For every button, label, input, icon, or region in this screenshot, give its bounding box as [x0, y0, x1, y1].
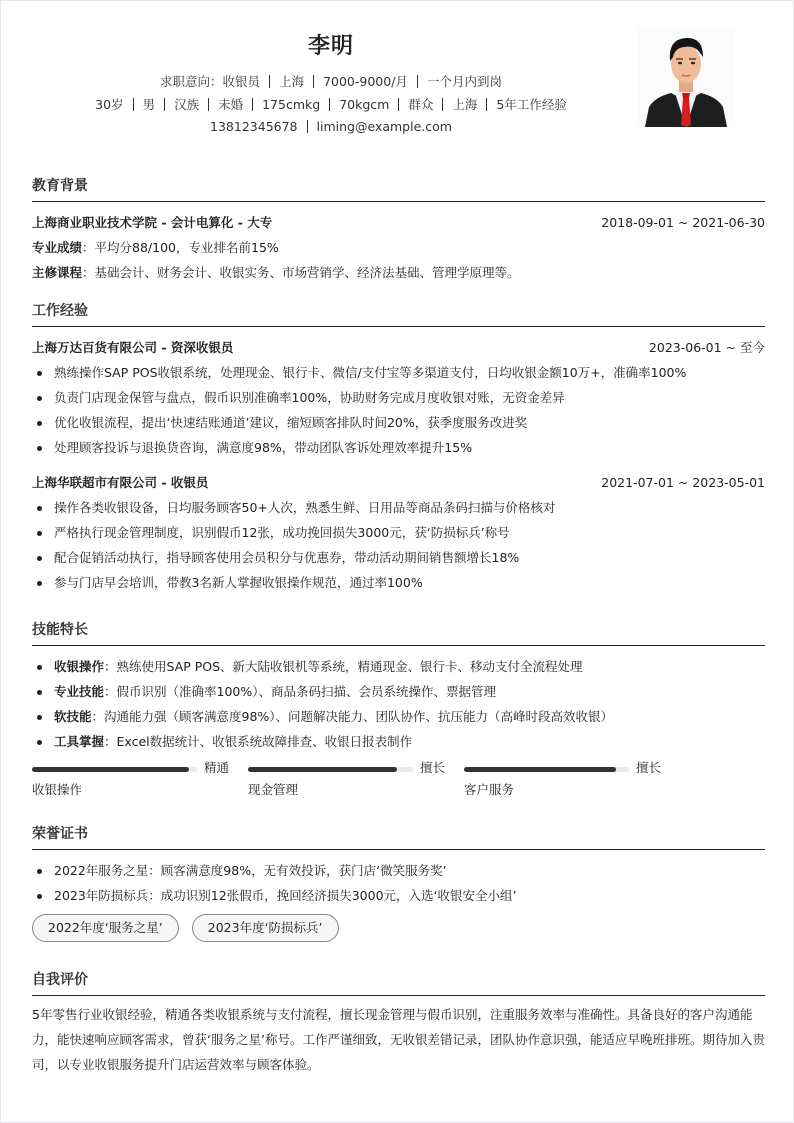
- skill-label: 专业技能: [54, 684, 105, 699]
- skill-bar-fill: [464, 767, 616, 772]
- avatar: [637, 27, 735, 127]
- honor-tag: 2022年度‘服务之星’: [32, 914, 179, 942]
- job-bullet: 操作各类收银设备，日均服务顾客50+人次，熟悉生鲜、日用品等商品条码扫描与价格核对: [32, 495, 765, 520]
- grades-label: 专业成绩: [32, 240, 83, 255]
- skill-bullet: [32, 654, 765, 679]
- skill-bullet: [32, 704, 765, 729]
- intent-city: 上海: [279, 74, 305, 89]
- honors-section: [32, 823, 765, 948]
- intent-availability: 一个月内到岗: [426, 74, 502, 89]
- job-bullet: 参与门店早会培训，带教3名新人掌握收银操作规范，通过率100%: [32, 570, 765, 595]
- section-title-education: 教育背景: [32, 178, 88, 194]
- self-evaluation-section: [32, 969, 765, 1077]
- job-dates: 2021-07-01 ~ 2023-05-01: [601, 475, 765, 490]
- job-bullet: 处理顾客投诉与退换货咨询，满意度98%，带动团队客诉处理效率提升15%: [32, 435, 765, 460]
- section-divider: [32, 849, 765, 850]
- skill-bar: [32, 758, 242, 802]
- job-bullet: 负责门店现金保管与盘点，假币识别准确率100%，协助财务完成月度收银对账，无资金差异: [32, 385, 765, 410]
- skill-bar: [464, 758, 674, 802]
- resume-header: [1, 1, 794, 151]
- phone: 13812345678: [210, 119, 298, 134]
- job-dates: 2023-06-01 ~ 至今: [648, 340, 765, 355]
- section-divider: [32, 645, 765, 646]
- skill-label: 收银操作: [54, 659, 105, 674]
- education-grades: [32, 235, 765, 260]
- email[interactable]: liming@example.com: [316, 119, 452, 134]
- info-experience: 5年工作经验: [496, 97, 567, 112]
- job-intent-line: [1, 72, 661, 90]
- courses-value: ：基础会计、财务会计、收银实务、市场营销学、经济法基础、管理学原理等。: [82, 265, 520, 280]
- honor-tag: 2023年度‘防损标兵’: [192, 914, 339, 942]
- section-divider: [32, 326, 765, 327]
- skill-level: 擅长: [420, 760, 446, 775]
- info-age: 30岁: [95, 97, 124, 112]
- skill-name: 现金管理: [248, 782, 299, 797]
- divider: [252, 98, 253, 111]
- divider: [269, 75, 270, 88]
- skill-bar-track: [464, 767, 629, 772]
- skill-level: 精通: [204, 760, 230, 775]
- skill-name: 收银操作: [32, 782, 83, 797]
- skill-bullet: [32, 679, 765, 704]
- education-dates: 2018-09-01 ~ 2021-06-30: [601, 215, 765, 230]
- info-weight: 70kgcm: [339, 97, 390, 112]
- education-section: [32, 175, 765, 285]
- intent-salary: 7000-9000/月: [323, 74, 408, 89]
- skill-bar-fill: [32, 767, 189, 772]
- section-title-honors: 荣誉证书: [32, 826, 88, 842]
- job-company-role: 上海万达百货有限公司 - 资深收银员: [32, 340, 234, 355]
- job-bullet: 优化收银流程，提出‘快速结账通道’建议，缩短顾客排队时间20%，获季度服务改进奖: [32, 410, 765, 435]
- info-marital: 未婚: [218, 97, 244, 112]
- skill-label: 工具掌握: [54, 734, 105, 749]
- skill-bar-track: [248, 767, 413, 772]
- section-title-summary: 自我评价: [32, 972, 88, 988]
- honor-bullet: 2022年服务之星：顾客满意度98%，无有效投诉，获门店‘微笑服务奖’: [32, 858, 765, 883]
- section-divider: [32, 995, 765, 996]
- divider: [164, 98, 165, 111]
- skill-text: ：沟通能力强（顾客满意度98%）、问题解决能力、团队协作、抗压能力（高峰时段高效收银）: [91, 709, 614, 724]
- info-ethnicity: 汉族: [174, 97, 200, 112]
- skill-text: ：Excel数据统计、收银系统故障排查、收银日报表制作: [104, 734, 413, 749]
- job-bullet: 严格执行现金管理制度，识别假币12张，成功挽回损失3000元，获‘防损标兵’称号: [32, 520, 765, 545]
- experience-section: [32, 300, 765, 595]
- honor-tags: [32, 914, 765, 948]
- intent-position: 求职意向：收银员: [160, 74, 261, 89]
- skill-level: 擅长: [636, 760, 662, 775]
- job-company-role: 上海华联超市有限公司 - 收银员: [32, 475, 209, 490]
- school-major-degree: 上海商业职业技术学院 - 会计电算化 - 大专: [32, 215, 273, 230]
- skill-bar-fill: [248, 767, 397, 772]
- divider: [486, 98, 487, 111]
- section-divider: [32, 201, 765, 202]
- courses-label: 主修课程: [32, 265, 83, 280]
- personal-info-line: [1, 95, 661, 113]
- info-gender: 男: [142, 97, 156, 112]
- job-bullet: 熟练操作SAP POS收银系统，处理现金、银行卡、微信/支付宝等多渠道支付，日均收银金额10万+，准确率100%: [32, 360, 765, 385]
- skill-text: ：熟练使用SAP POS、新大陆收银机等系统，精通现金、银行卡、移动支付全流程处理: [104, 659, 583, 674]
- self-evaluation-text: 5年零售行业收银经验，精通各类收银系统与支付流程，擅长现金管理与假币识别，注重服务效率与准确性。具备良好的客户沟通能力，能快速响应顾客需求，曾获‘服务之星’称号。工作严谨细致，无收银差错记录，团队协作意识强，能适应早晚班排班。期待加入贵司，以专业收银服务提升门店运营效率与顾客体验。: [32, 1007, 765, 1072]
- section-title-experience: 工作经验: [32, 303, 88, 319]
- education-entry-header: [32, 210, 765, 235]
- divider: [442, 98, 443, 111]
- skill-bullet: [32, 729, 765, 754]
- honor-bullet: 2023年防损标兵：成功识别12张假币，挽回经济损失3000元，入选‘收银安全小组’: [32, 883, 765, 908]
- divider: [307, 120, 308, 133]
- divider: [398, 98, 399, 111]
- section-title-skills: 技能特长: [32, 622, 88, 638]
- divider: [133, 98, 134, 111]
- education-courses: [32, 260, 765, 285]
- divider: [208, 98, 209, 111]
- job-header: [32, 470, 765, 495]
- grades-value: ：平均分88/100，专业排名前15%: [82, 240, 279, 255]
- skill-bar-track: [32, 767, 197, 772]
- skill-bar: [248, 758, 458, 802]
- info-political: 群众: [408, 97, 434, 112]
- info-height: 175cmkg: [262, 97, 321, 112]
- skill-label: 软技能: [54, 709, 92, 724]
- info-location: 上海: [452, 97, 478, 112]
- skill-text: ：假币识别（准确率100%）、商品条码扫描、会员系统操作、票据管理: [104, 684, 497, 699]
- divider: [329, 98, 330, 111]
- skills-section: [32, 619, 765, 802]
- job-header: [32, 335, 765, 360]
- divider: [417, 75, 418, 88]
- contact-line: [1, 119, 661, 134]
- divider: [313, 75, 314, 88]
- skill-name: 客户服务: [464, 782, 515, 797]
- skill-bars: [32, 758, 765, 802]
- candidate-name: 李明: [307, 34, 354, 59]
- job-bullet: 配合促销活动执行，指导顾客使用会员积分与优惠券，带动活动期间销售额增长18%: [32, 545, 765, 570]
